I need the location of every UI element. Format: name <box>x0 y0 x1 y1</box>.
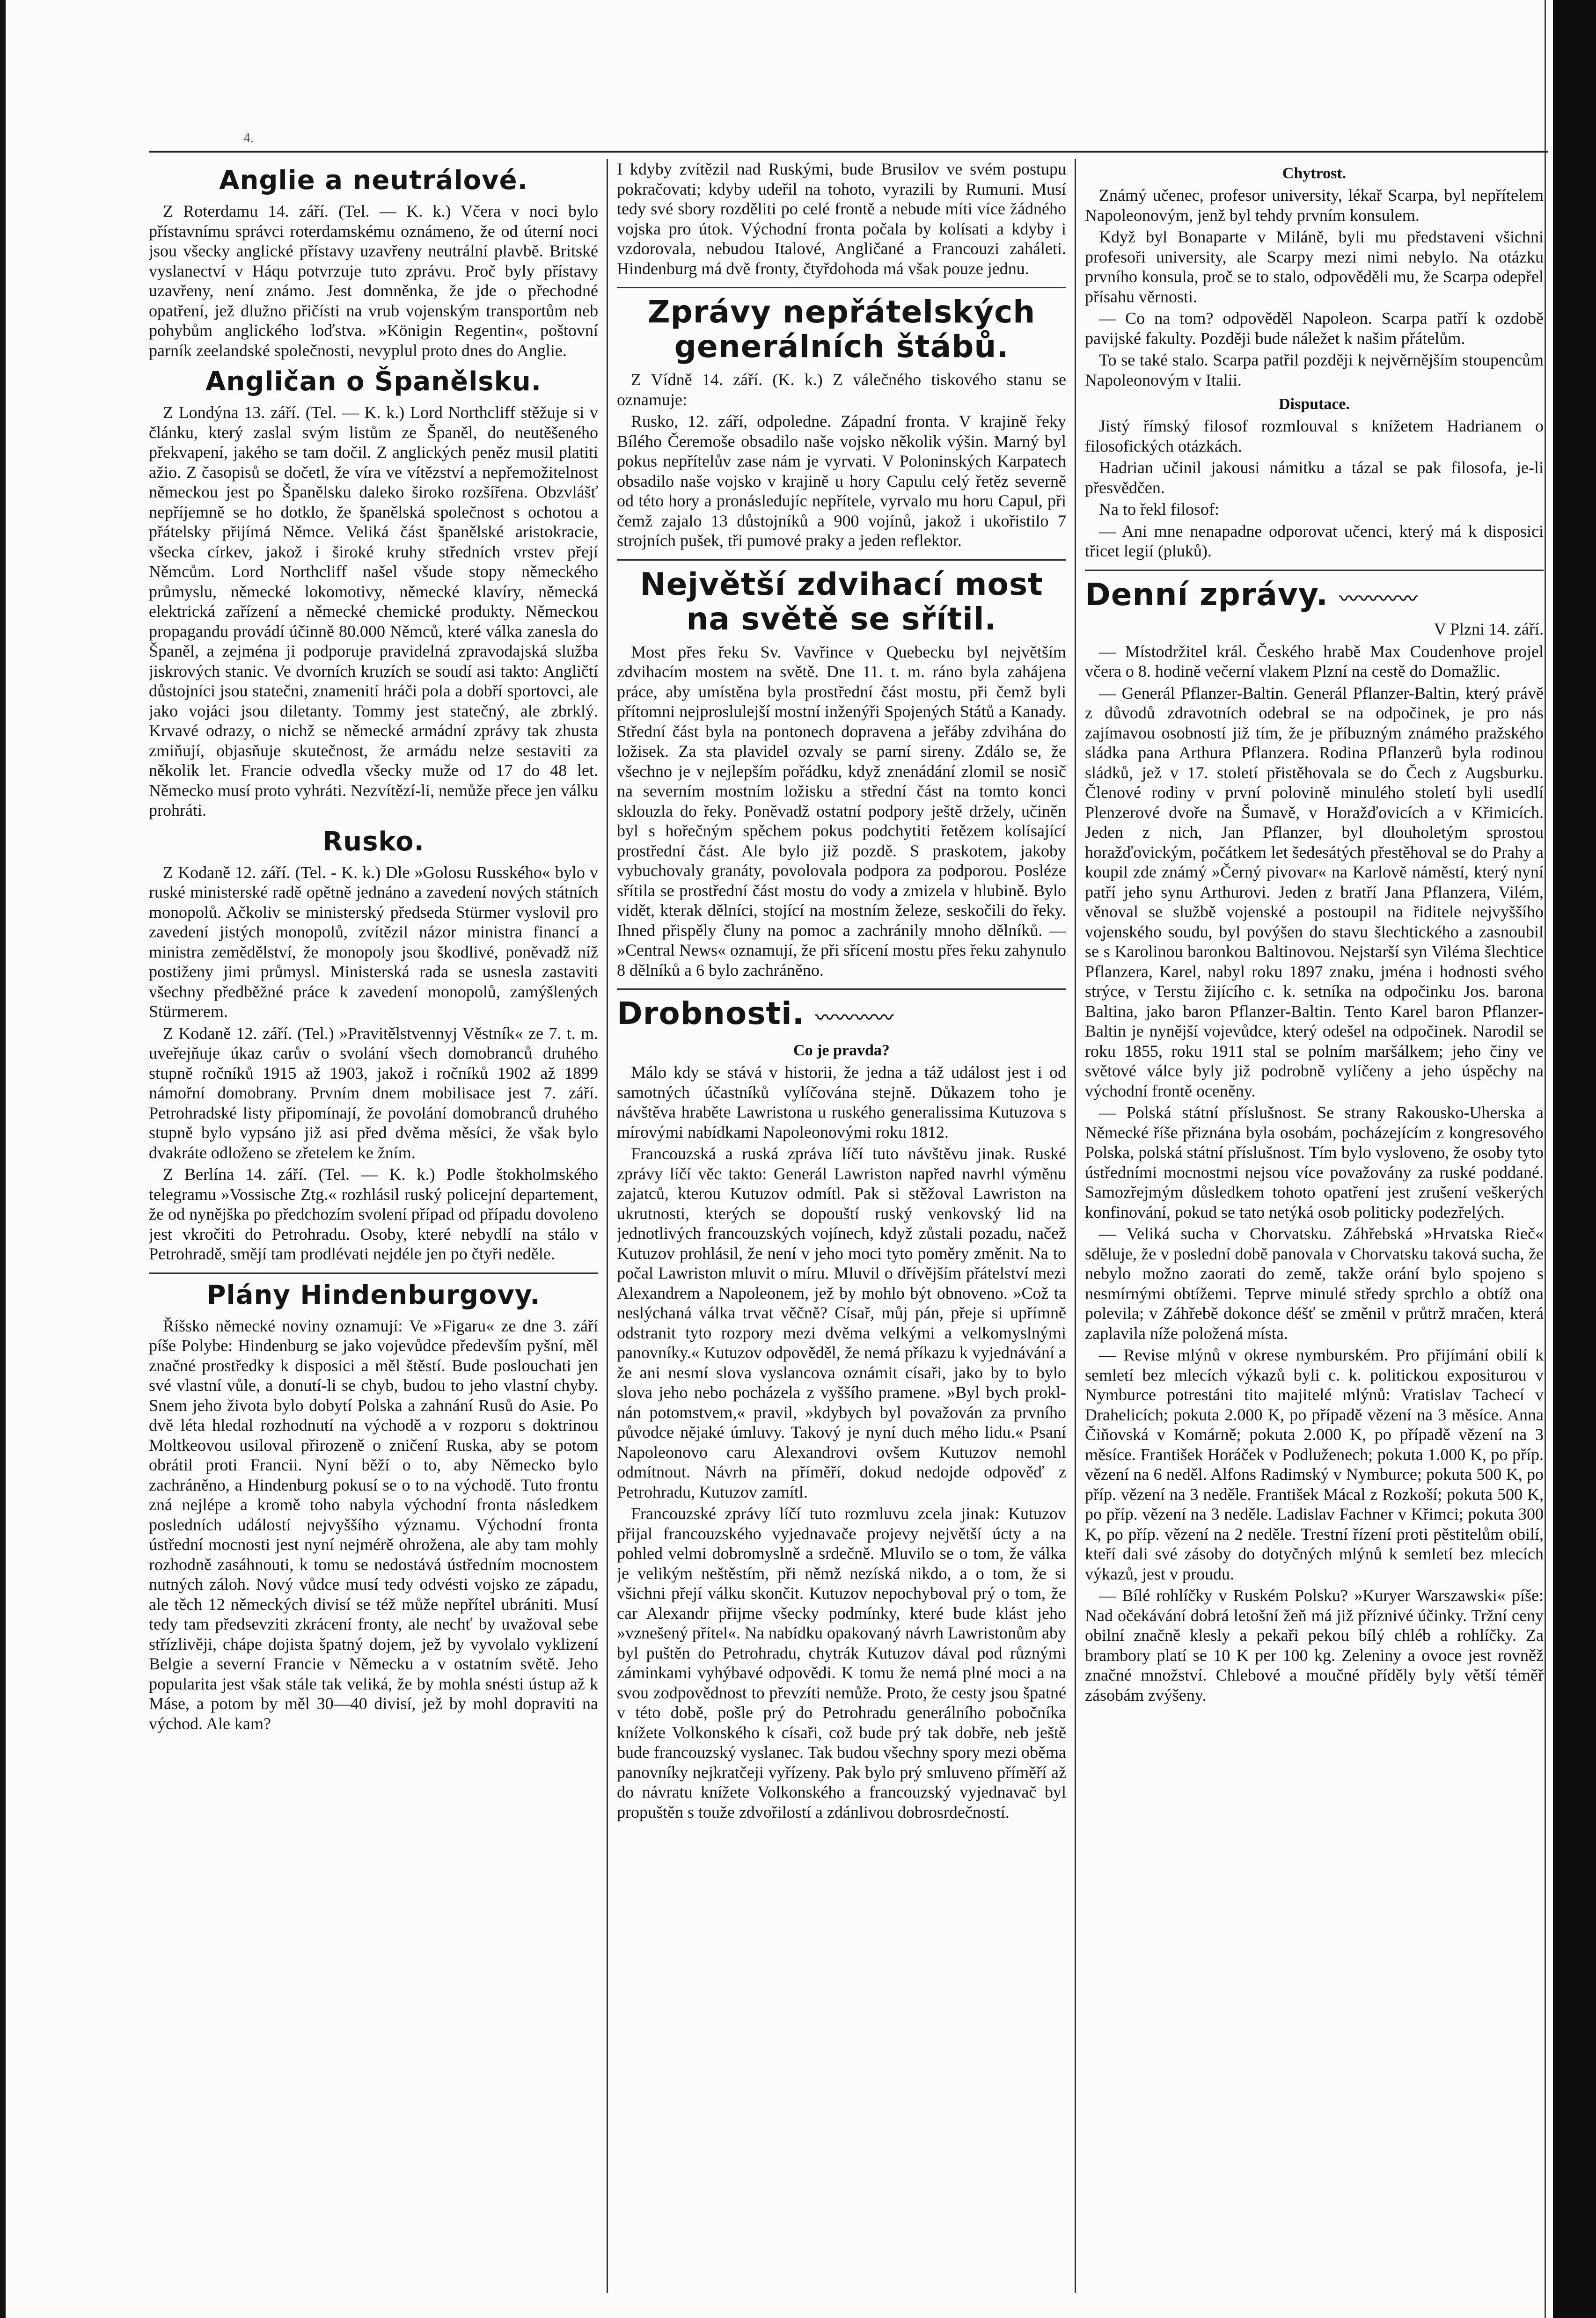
article-denni-p5: — Revise mlýnů v okrese nymburském. Pro přijímání obilí k semletí bez mlecích výkazů byli c. k. politickou expositurou v Nymburce potrestáni tito majitelé mlýnů: Vratislav Tachecí v Drahelicích; pokuta 2.000 K, po případě vězení na 3 měsíce. Anna Čiňovská v Komárně; pokuta 2.000 K, po případě vězení na 3 měsíce. František Horáček v Podluženech; pokuta 1.000 K, po příp. vězení na 6 neděl. Alfons Radimský v Nymburce; pokuta 500 K, po příp. vězení na 3 neděle. František Mácal z Rozkoší; pokuta 500 K, po příp. vězení na 3 neděle. Ladislav Fachner v Křimci; pokuta 300 K, po příp. vězení na 2 neděle. Trestní řízení proti pěstitelům obilí, kteří dali své zásoby do dotyčných mlýnů k semletí bez mlecích výkazů, jest v proudu. <box>1085 1345 1544 1583</box>
drobnosti-title: Drobnosti. <box>617 995 805 1031</box>
article-hindenburg-continued: I kdyby zvítězil nad Ruskými, bude Brusilov ve svém postupu pokračovati; kdyby udeřil na tohoto, vyrazili by Rumuni. Musí tedy své sbory rozděliti po celé frontě a nebude míti více žádného vojska pro útok. Východní fronta počala by kolísati a kdyby i vzdorovala, nebudou Italové, Angličané a Francouzi zaháleti. Hindenburg má dvě fronty, čtyřdohoda má však pouze jednu. <box>617 160 1066 278</box>
article-disputace-p2: Hadrian učinil jakousi námitku a tázal se pak filosofa, je-li přesvědčen. <box>1085 458 1544 497</box>
article-chytrost-p2: Když byl Bonaparte v Miláně, byli mu představeni všichni profesoři university, ale Scarpy mezi nimi nebylo. Na otázku prvního konsula, proč se to stalo, odpověděli mu, že Scarpa odepřel přísahu věrnosti. <box>1085 227 1544 306</box>
article-pravda-p2: Francouzská a ruská zpráva líčí tuto návštěvu jinak. Ruské zprávy líčí věc takto: Generál Lawriston napřed navrhl výměnu zajatců, kterou Kutuzov odmítl. Pak si stěžoval Lawriston na ukrutnosti, kterých se dopouští ruský venkovský lid na jednotlivých francouzských vojínech, když zůstali pozadu, načež Kutuzov prohlásil, že není v jeho moci tyto poměry změnit. Na to počal Lawriston mluvit o míru. Mluvil o dřívějším přátelství mezi Alexandrem a Napoleonem, jež by mohlo být obnoveno. »Což ta neslýchaná válka trvat věčně? Císař, můj pán, přeje si upřímně odstranit tyto rozpory mezi dvěma velkými a velkomyslnými panovníky.« Kutuzov odpověděl, že nemá příkazu k vyjednávání a že ani nesmí slova vyslancova oznámit císaři, jako by to bylo slova jeho nebo pocházela z vyššího pramene. »Byl bych prokl- nán potomstvem,« pravil, »kdybych byl považován za prvního původce nějaké úmluvy. Takový je nyní duch mého lidu.« Psaní Napoleonovo caru Alexandrovi ovšem Kutuzov nemohl odmítnout. Návrh na příměří, dokud nedojde odpověď z Petrohradu, Kutuzov zamítl. <box>617 1144 1066 1501</box>
separator <box>617 287 1066 288</box>
headline-denni-zpravy <box>1085 578 1544 616</box>
article-rusko-p3: Z Berlína 14. září. (Tel. — K. k.) Podle štokholmského telegramu »Vossische Ztg.« rozhlásil ruský policejní departement, že od nynějška po předchozím svolení případ od případu dovoleno jest vkročiti do Petrohradu. Osoby, které nebydlí na stálo v Petrohradě, smějí tam prodlévati nejdéle jen po čtyři neděle. <box>149 1165 598 1263</box>
article-rusko-p2: Z Kodaně 12. září. (Tel.) »Pravitělstvennyj Věstník« ze 7. t. m. uveřejňuje úkaz carův o svolání všech domobranců druhého stupně ročníků 1915 až 1903, jakož i ročníků 1902 až 1899 námořní domobrany. Prvním dnem mobilisace jest 7. září. Petrohradské listy připomínají, že povolání domobranců druhého stupně bylo vypsáno již asi před dvěma měsíci, že však bylo dvakráte odloženo se zřetelem ke žním. <box>149 1024 598 1162</box>
headline-most: Největší zdvihací most na světě se sřítil. <box>640 566 1043 637</box>
column-3 <box>1085 159 1544 2293</box>
article-anglican-text: Z Londýna 13. září. (Tel. — K. k.) Lord Northcliff stěžuje si v článku, který zaslal svým listům ze Španěl, do neutěšeného překvapení, jakého se tam dočil. Z anglických peněz musil platiti ažio. Z časopisů se dočetl, že víra ve vítězství a nepřemožitelnost německou jest po Španělsku daleko široko rozšířena. Obzvlášť nepříjemně se ho dotklo, že španělská společnost s ochotou a přátelsky přijímá Němce. Veliká část španělské aristokracie, všecka církev, jakož i široké kruhy středních vrstev přejí Němcům. Lord Northcliff našel všude stopy německého průmyslu, německé lokomotivy, německé klavíry, německá elektrická zařízení a německé chemické produkty. Německou propagandu provádí účinně 80.000 Němců, které válka zanesla do Španěl, a zejména ji podporuje pravidelná zpravodajská služba jiskrových stanic. Ve dvorních kruzích se soudí asi takto: Angličtí důstojníci jsou statečni, znamenití hráči pola a dobří sportovci, ale jako vojáci jsou diletanty. Tommy jest statečný, ale zbrklý. Krvavé odrazy, o nichž se německé armádní zprávy tak zhusta zmiňují, objasňuje skutečnost, že armádu nelze sestaviti za několik let. Francie odvedla všecky muže od 17 do 48 let. Německo musí proto vyhráti. Nezvítězí-li, nemůže přece jen válku prohráti. <box>149 403 598 819</box>
article-most-text: Most přes řeku Sv. Vavřince v Quebecku byl největším zdvihacím mostem na světě. Dne 11. t. m. ráno byla zahájena práce, aby umístěna byla prostřední část mostu, při čemž byli přítomni nejproslulejší mostní inženýři Spojených Států a Kanady. Střední část byla na pontonech dopravena a jeřáby zdvihána do ložisek. Za sta plavidel ozvaly se parní sireny. Zdálo se, že všechno je v nejlepším pořádku, když znenádání zlomil se nosič na severním mostním ložisku a střední část na tomto konci sklouzla do řeky. Poněvadž ostatní podpory ještě držely, učiněn byl s hořečným spěchem pokus podchytiti řetězem kolísající prostřední část. Ale bylo již pozdě. S praskotem, jakoby vybuchovaly granáty, povolovala podpora za podporou. Posléze sřítila se prostřední část mostu do vody a zmizela v hlubině. Bylo vidět, kterak dělníci, stojící na mostním železe, seskočili do řeky. Ihned přispěly čluny na pomoc a zachránily mnoho dělníků. — »Central News« oznamují, že při sřícení mostu přes řeku zahynulo 8 dělníků a 6 bylo zachráněno. <box>617 642 1066 980</box>
scan-left-edge <box>0 0 6 2318</box>
article-pravda-p3: Francouzské zprávy líčí tuto rozmluvu zcela jinak: Kutuzov přijal francouzského vyjednavače projevy největší úcty a na pohled velmi dobromyslně a srdečně. Mluvilo se o tom, že válka je velikým neštěstím, při němž nezíská nikdo, a o tom, že si všichni přejí válku skončit. Kutuzov nepochyboval prý o tom, že car Alexandr přijme všecky podmínky, které bude klást jeho »vznešený přítel«. Na nabídku opakovaný návrh Lawristonům aby byl puštěn do Petrohradu, chytrák Kutuzov dával pod různými záminkami vyhýbavé odpovědi. K tomu že nemá plné moci a na svou zodpovědnost to převzíti nemůže. Proto, že cesty jsou špatné v této době, pošle prý do Petrohradu generálního pobočníka knížete Volkonského k císaři, což bude prý tak dobře, neb ještě bude francouzský vyslanec. Tak budou všechny spory mezi oběma panovníky nejkratčeji vyřízeny. Pak bylo prý smluveno příměří až do návratu knížete Volkonského a francouzský vyjednavač byl propuštěn s touže zdvořilostí a zdánlivou dobrosrdečností. <box>617 1504 1066 1821</box>
column-1 <box>149 159 598 2293</box>
article-chytrost-p1: Známý učenec, profesor university, lékař Scarpa, byl nepřítelem Napoleonovým, jenž byl tehdy prvním konsulem. <box>1085 186 1544 225</box>
column-rule-1 <box>607 159 608 2293</box>
headline-rusko: Rusko. <box>322 826 425 857</box>
article-denni-p4: — Veliká sucha v Chorvatsku. Záhřebská »Hrvatska Rieč« sděluje, že v poslední době panovala v Chorvatsku taková sucha, že nebylo možno zaorati do země, takže orání bylo spojeno s nesmírnými obtížemi. Teprve minulé středy sprchlo a obtíž ona polevila; v Záhřebě dokonce déšť se změnil v průtrž mračen, která zaplavila níže položená místa. <box>1085 1224 1544 1343</box>
headline-zpravy-stabu: Zprávy nepřátelských generálních štábů. <box>647 294 1036 365</box>
denni-zpravy-title: Denní zprávy. <box>1085 576 1328 613</box>
separator <box>149 1272 598 1274</box>
subheadline-pravda: Co je pravda? <box>793 1042 890 1059</box>
article-denni-p1: — Místodržitel král. Českého hrabě Max Coudenhove projel včera o 8. hodině večerní vlakem Plzní na cestě do Domažlic. <box>1085 642 1544 680</box>
headline-drobnosti <box>617 996 1066 1035</box>
headline-hindenburg: Plány Hindenburgovy. <box>206 1280 541 1310</box>
article-disputace-p4: — Ani mne nenapadne odporovat učenci, který má k disposici třicet legií (pluků). <box>1085 521 1544 560</box>
article-chytrost-p4: To se také stalo. Scarpa patřil později k nejvěrnějším stoupencům Napoleonovým v Italii. <box>1085 351 1544 389</box>
article-disputace-p1: Jistý římský filosof rozmlouval s knížetem Hadrianem o filosofických otázkách. <box>1085 417 1544 455</box>
wavy-ornament-icon: 〰〰〰〰 <box>815 1007 894 1029</box>
column-rule-2 <box>1075 159 1076 2293</box>
top-rule <box>149 151 1548 153</box>
article-chytrost-p3: — Co na tom? odpověděl Napoleon. Scarpa patří k ozdobě pavijské fakulty. Později bude náležet k našim přátelům. <box>1085 309 1544 348</box>
article-pravda-p1: Málo kdy se stává v historii, že jedna a táž událost jest i od samotných účastníků vylíčována stejně. Důkazem toho je návštěva hraběte Lawristona u ruského generalissima Kutuzova s mírovými nabídkami Napoleonovými roku 1812. <box>617 1063 1066 1141</box>
subheadline-disputace: Disputace. <box>1278 395 1350 413</box>
article-disputace-p3: Na to řekl filosof: <box>1099 500 1219 519</box>
article-stab-p2: Rusko, 12. září, odpoledne. Západní fronta. V krajině řeky Bílého Čeremoše obsadilo naše vojsko několik výšin. Marný byl pokus nepřítelův zase nám je vyrvati. V Poloninských Karpatech obsadilo naše vojsko v krajině u hory Capulu celý řetěz severně od této hory a pronásledujíc nepřítele, vyrvalo mu horu Capul, při čemž zajalo 13 důstojníků a 900 vojínů, jakož i ukořistilo 7 strojních pušek, tři pumové praky a jeden reflektor. <box>617 412 1066 550</box>
separator <box>1085 570 1544 571</box>
headline-anglican: Angličan o Španělsku. <box>205 366 542 397</box>
headline-anglie: Anglie a neutrálové. <box>219 165 528 196</box>
article-stab-p1: Z Vídně 14. září. (K. k.) Z válečného tiskového stanu se oznamuje: <box>617 370 1066 409</box>
article-hindenburg-text: Říšsko německé noviny oznamují: Ve »Figaru« ze dne 3. září píše Polybe: Hindenburg se jako vojevůdce především pyšní, měl značné prostředky k disposici a měl štěstí. Bude poslouchati jen své vlastní vůle, a donutí-li se chyb, budou to jeho vlastní chyby. Snem jeho života bylo dobytí Polska a zahnání Rusů do Asie. Po dvě léta hledal rozhodnutí na východě a v rozporu s doktrinou Moltkeovou usiloval přirozeně o zničení Ruska, aby se potom obrátil proti Francii. Nyní běží o to, aby Německo bylo zachráněno, a Hindenburg pokusí se o to na východě. Tuto frontu zná nejlépe a kromě toho nabyla východní fronta následkem posledních událostí nejvyššího významu. Východní fronta ústřední mocnosti jest nyní nejmérě ohrožena, ale aby tam mohly rozhodně zasáhnouti, k tomu se nedostává ústředním mocnostem nutných záloh. Nový vůdce musí tedy odvésti vojsko ze západu, ale těch 12 německých divisí se též může nepřítel ubrániti. Musí tedy tam předsevziti zkrácení fronty, ale nechť by uvažoval sebe střízlivěji, chápe dojista špatný dojem, jež by vyvolalo vyklizení Belgie a severní Francie v Německu a v ostatním světě. Jeho popularita jest však stále tak veliká, že by mohla snésti ústup až k Máse, a potom by měl 30—40 divisí, jež by mohl dopraviti na východ. Ale kam? <box>149 1316 598 1733</box>
article-anglie-text: Z Roterdamu 14. září. (Tel. — K. k.) Včera v noci bylo přístavnímu správci roterdamskému oznámeno, že od úterní noci jsou všecky anglické přístavy uzavřeny neutrální plavbě. Britské vyslanectví v Háqu potvrzuje tuto zprávu. Proč byly přístavy uzavřeny, není známo. Jest domněnka, že jde o přechodné opatření, jež dlužno přičísti na vrub vojenským transportům neb pohybům anglického loďstva. »Königin Regentin«, poštovní parník zeelandské společnosti, nevyplul proto dnes do Anglie. <box>149 202 598 360</box>
scan-gutter-line <box>1545 0 1546 2318</box>
scan-right-edge <box>1553 0 1596 2318</box>
column-2 <box>617 159 1066 2293</box>
dateline: V Plzni 14. září. <box>1434 619 1544 638</box>
separator <box>617 559 1066 561</box>
wavy-ornament-icon: 〰〰〰〰 <box>1339 588 1418 610</box>
subheadline-chytrost: Chytrost. <box>1282 165 1347 182</box>
article-denni-p3: — Polská státní příslušnost. Se strany Rakousko-Uherska a Německé říše přiznána byla osobám, pocházejícím z kongresového Polska, polská státní příslušnost. Tím bylo vysloveno, že osoby tyto ústředními mocnostmi nejsou více považovány za ruské poddané. Samozřejmým důsledkem tohoto opatření jest zrušení veškerých konfinování, pokud se tato netýká osob politicky podezřelých. <box>1085 1103 1544 1221</box>
page-number: 4. <box>243 130 254 146</box>
separator <box>617 988 1066 990</box>
article-rusko-p1: Z Kodaně 12. září. (Tel. - K. k.) Dle »Golosu Rusského« bylo v ruské ministerské radě opětně jednáno a zavedení nových státních monopolů. Ačkoliv se ministerský předseda Stürmer vyslovil pro zavedení jistých monopolů, zvítězil názor ministra financí a ministra zemědělství, že monopoly jsou škodlivé, poněvadž níž postiženy jimi průmysl. Ministerská rada se usnesla zastaviti všechny předběžné práce k zavedení monopolů, zamýšlených Stürmerem. <box>149 863 598 1021</box>
article-denni-p2: — Generál Pflanzer-Baltin. Generál Pflanzer-Baltin, který právě z důvodů zdravotních odebral se na odpočinek, je pro nás zajímavou osobností již tím, že je příbuzným známého pražského sládka pana Arthura Pflanzera. Rodina Pflanzerů byla rodinou sládků, jež v 17. století přistěhovala se do Čech z Augsburku. Členové rodiny v první polovině minulého století byli usedlí Plenzerové dvoře na Šumavě, v Horažďovicích a v Křimicích. Jeden z nich, Jan Pflanzer, byl dlouholetým sprostou horažďovickým, počátkem let šedesátých přestěhoval se do Prahy a koupil zde známý »Černý pivovar« na Karlově náměstí, který nyní patří jeho synu Arthurovi. Jeden z bratří Jana Pflanzera, Vilém, věnoval se službě vojenské a postoupil na řiditele nejvyššího vojenského soudu, byl povýšen do stavu šlechtického a zasnoubil se s Karolinou baronkou Baltinovou. Nejstarší syn Viléma šlechtice Pflanzera, Karel, nabyl roku 1897 znaku, jména i hodnosti svého strýce, v Terstu žijícího c. k. setníka na odpočinku Jos. barona Baltina, jako baron Pflanzer-Baltin. Tento Karel baron Pflanzer-Baltin je nynější vojevůdce, který odešel na odpočinek. Narodil se roku 1855, roku 1911 stal se polním maršálkem; jeho činy ve světové válce byly již podrobně vylíčeny a jeho úspěchy na východní frontě oceněny. <box>1085 683 1544 1100</box>
article-denni-p6: — Bílé rohlíčky v Ruském Polsku? »Kuryer Warszawski« píše: Nad očekávání dobrá letošní žeň má již příznivé účinky. Tržní ceny obilní značně klesly a pekaři pekou bílý chléb a rohlíčky. Za brambory platí se 10 K per 100 kg. Zeleniny a ovoce jest rovněž značné množství. Chlebové a moučné příděly byly větší téměř zásobám zvýšeny. <box>1085 1586 1544 1704</box>
